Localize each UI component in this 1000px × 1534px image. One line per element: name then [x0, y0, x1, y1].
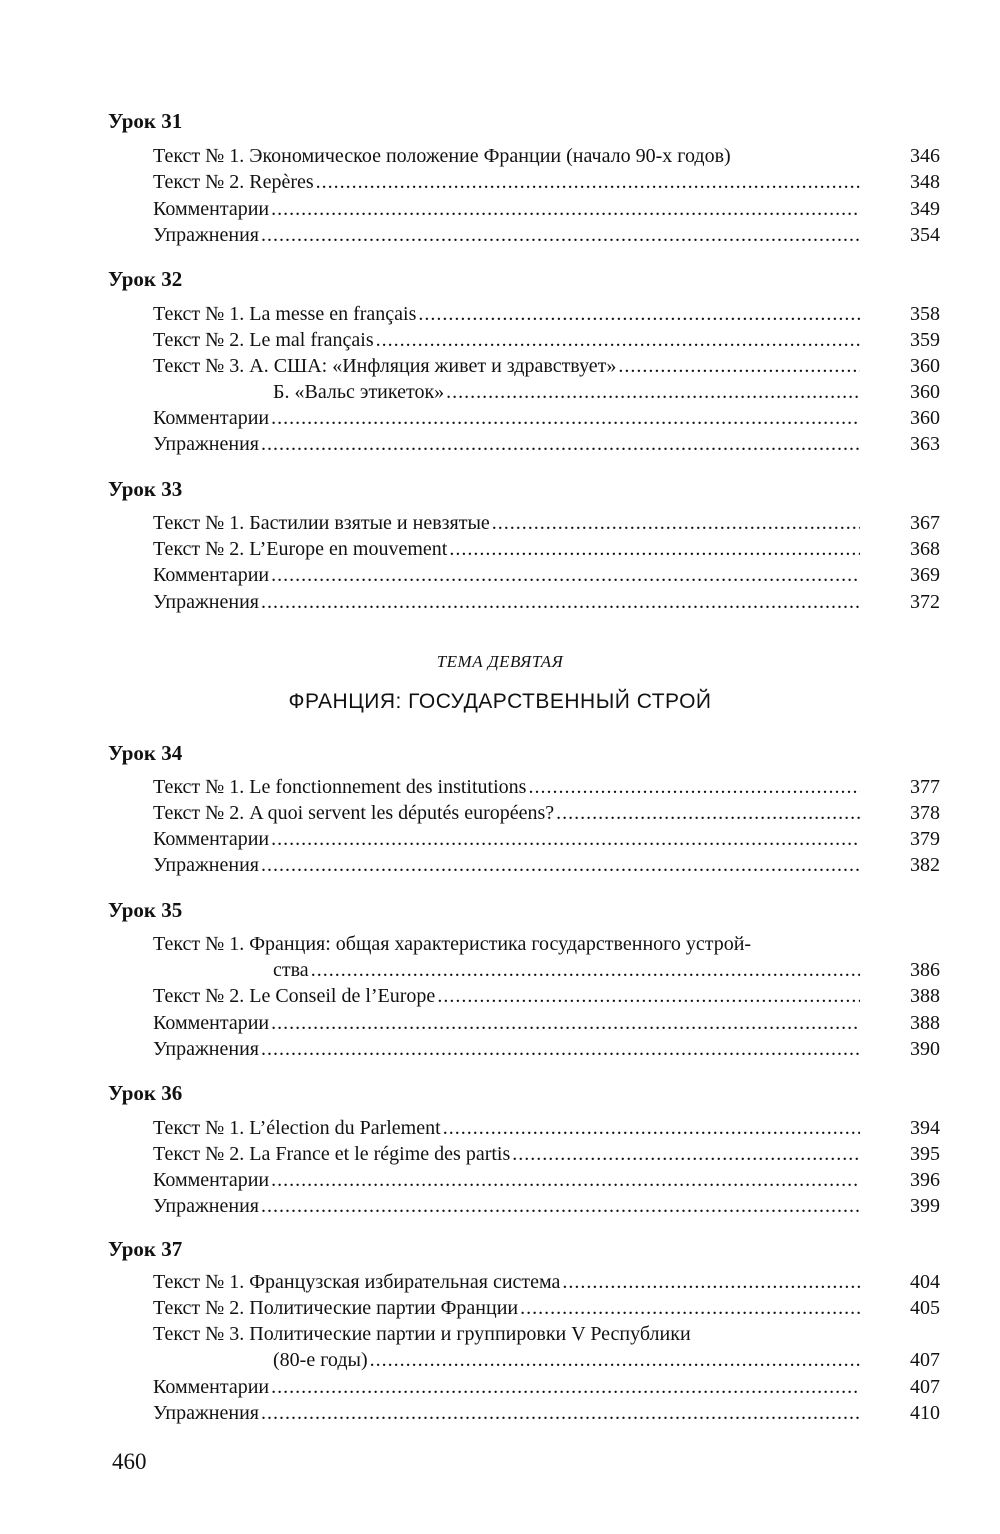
- lesson-heading: Урок 33: [108, 477, 183, 501]
- toc-entry: Комментарии ..... 396: [153, 1167, 940, 1193]
- toc-entry: Упражнения ..... 410: [153, 1400, 940, 1426]
- toc-entry: Текст № 2. Le Conseil de l’Europe ..... 388: [153, 983, 940, 1009]
- theme-title: ФРАНЦИЯ: ГОСУДАРСТВЕННЫЙ СТРОЙ: [288, 690, 712, 713]
- toc-entry: Текст № 2. La France et le régime des partis ..... 395: [153, 1141, 940, 1167]
- toc-entry: Текст № 3. А. США: «Инфляция живет и здравствует» ..... 360: [153, 353, 940, 379]
- toc-entry: (80-е годы) ..... 407: [153, 1347, 940, 1373]
- toc-entry: Текст № 1. L’élection du Parlement ..... 394: [153, 1115, 940, 1141]
- toc-entry: Текст № 1. Франция: общая характеристика государственного устрой-: [153, 933, 752, 955]
- toc-entry: Текст № 2. Repères ..... 348: [153, 169, 940, 195]
- toc-entry: Текст № 1. Le fonctionnement des institutions ..... 377: [153, 774, 940, 800]
- toc-entry: Комментарии ..... 388: [153, 1010, 940, 1036]
- toc-entry: Комментарии ..... 360: [153, 405, 940, 431]
- lesson-heading: Урок 31: [108, 109, 183, 133]
- theme-label: ТЕМА ДЕВЯТАЯ: [436, 652, 564, 671]
- toc-entry: Текст № 1. Французская избирательная система ..... 404: [153, 1269, 940, 1295]
- toc-entry: Комментарии ..... 369: [153, 562, 940, 588]
- lesson-heading: Урок 32: [108, 267, 183, 291]
- toc-entry: Комментарии ..... 379: [153, 826, 940, 852]
- toc-entry: Текст № 2. Политические партии Франции ..... 405: [153, 1295, 940, 1321]
- toc-entry: Упражнения ..... 363: [153, 431, 940, 457]
- lesson-heading: Урок 35: [108, 898, 183, 922]
- toc-entry: Б. «Вальс этикеток» ..... 360: [153, 379, 940, 405]
- toc-entry: Упражнения ..... 390: [153, 1036, 940, 1062]
- page-number: 460: [112, 1449, 147, 1474]
- toc-entry: Текст № 2. A quoi servent les députés européens? ..... 378: [153, 800, 940, 826]
- toc-entry: Текст № 1. Бастилии взятые и невзятые ..... 367: [153, 510, 940, 536]
- toc-entry: Упражнения ..... 382: [153, 852, 940, 878]
- toc-entry: Текст № 3. Политические партии и группировки V Республики: [153, 1323, 691, 1345]
- lesson-heading: Урок 34: [108, 741, 183, 765]
- lesson-heading: Урок 37: [108, 1237, 183, 1261]
- lesson-heading: Урок 36: [108, 1081, 183, 1105]
- toc-entry: Комментарии ..... 407: [153, 1374, 940, 1400]
- toc-entry: Упражнения ..... 399: [153, 1193, 940, 1219]
- toc-entry: Текст № 1. La messe en français ..... 358: [153, 301, 940, 327]
- toc-entry: Упражнения ..... 354: [153, 222, 940, 248]
- toc-entry: ства ..... 386: [153, 957, 940, 983]
- toc-entry: Комментарии ..... 349: [153, 196, 940, 222]
- toc-entry: Текст № 2. Le mal français ..... 359: [153, 327, 940, 353]
- toc-entry: Текст № 2. L’Europe en mouvement ..... 368: [153, 536, 940, 562]
- toc-entry: Упражнения ..... 372: [153, 589, 940, 615]
- toc-entry: Текст № 1. Экономическое положение Франции (начало 90-х годов) 346: [153, 145, 940, 167]
